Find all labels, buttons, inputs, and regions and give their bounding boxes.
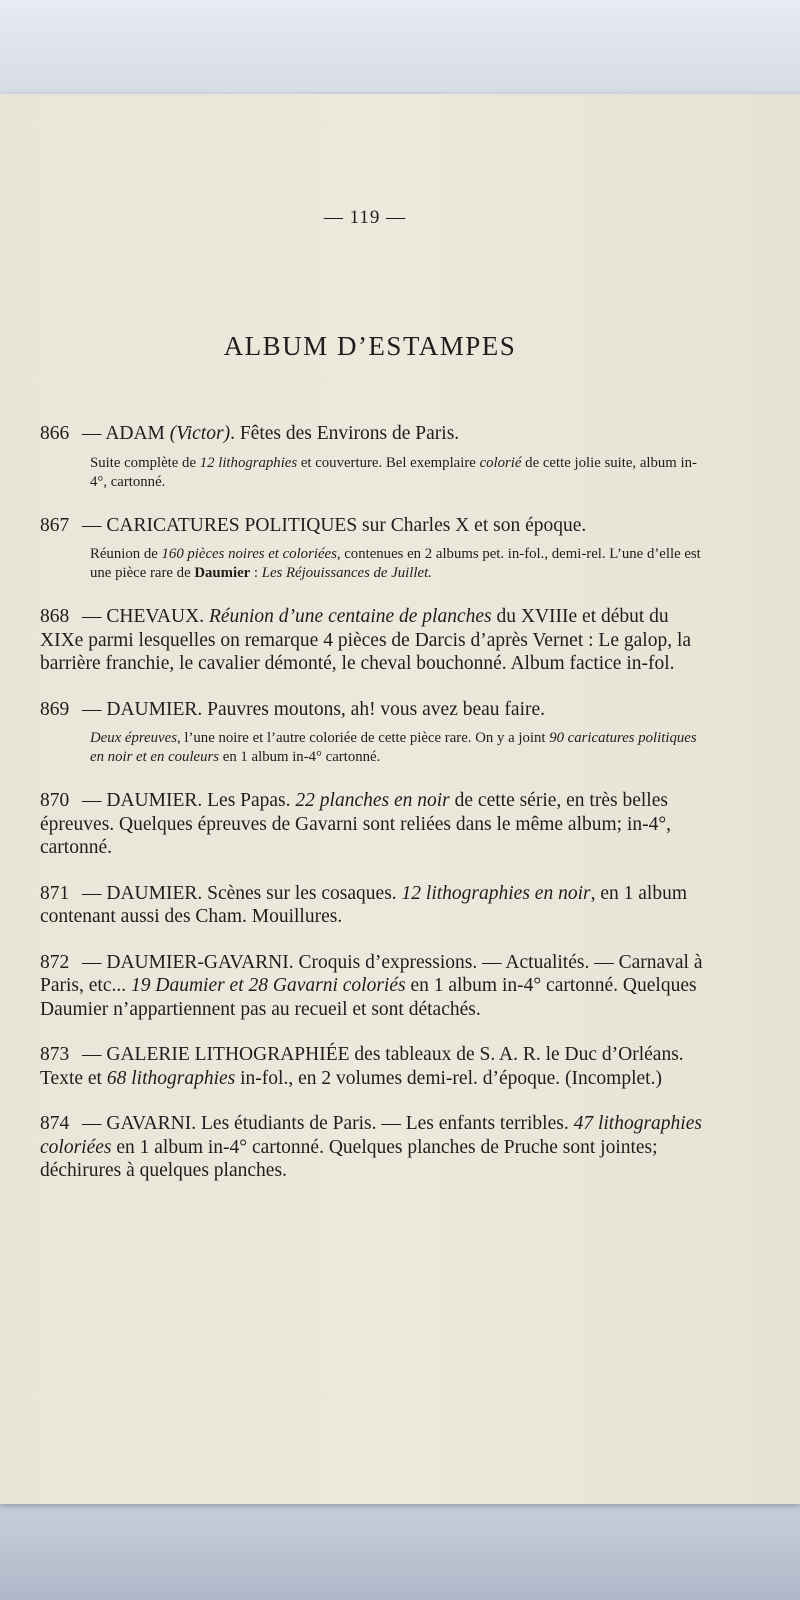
lot-entry xyxy=(40,698,710,768)
lots-8-head-run: 47 lithographies coloriées xyxy=(40,1113,702,1158)
lot-heading xyxy=(40,605,710,676)
lots-2-head-run: CHEVAUX. xyxy=(106,606,209,627)
lot-heading xyxy=(40,1112,710,1183)
lots-2-head-run: Réunion d’une centaine de planches xyxy=(208,606,492,627)
lot-entry xyxy=(40,789,710,860)
lots-0-head-run: ADAM xyxy=(105,423,170,444)
lots-0-desc-run: colorié xyxy=(479,454,522,471)
lots-0-desc-run: 12 lithographies xyxy=(199,454,298,471)
page-number: — 119 — xyxy=(323,207,407,228)
lot-dash: — xyxy=(82,790,107,811)
lots-2-head-run: du XVIIIe et début du XIXe parmi lesquelles on remarque 4 pièces de Darcis d’après Vernet : Le galop, la barrière franchie, le cavalier démonté, le cheval bouchonné. Album factice in-fol. xyxy=(40,606,692,674)
lots-7-head-run: in-fol., en 2 volumes demi-rel. d’époque. (Incomplet.) xyxy=(235,1067,662,1089)
lots-5-head-run: DAUMIER. Scènes sur les cosaques. xyxy=(106,882,402,904)
lot-entry xyxy=(40,422,710,492)
lots-4-head-run: DAUMIER. Les Papas. xyxy=(106,790,296,811)
background-bottom xyxy=(0,1500,800,1600)
lots-3-head-run: DAUMIER. Pauvres moutons, ah! vous avez beau faire. xyxy=(106,698,546,720)
lot-entry xyxy=(40,605,710,676)
lot-dash: — xyxy=(82,1113,107,1134)
page-title: ALBUM D’ESTAMPES xyxy=(223,331,517,361)
lot-description xyxy=(40,454,710,492)
lot-heading xyxy=(40,882,710,929)
lots-8-head-run: GAVARNI. Les étudiants de Paris. — Les enfants terribles. xyxy=(106,1113,574,1134)
lots-1-desc-run: Réunion de xyxy=(90,546,162,562)
lot-number: 869 xyxy=(40,698,70,720)
lots-1-desc-run: 160 pièces noires et coloriées xyxy=(161,546,337,562)
lot-entry xyxy=(40,951,710,1022)
lot-number: 871 xyxy=(40,882,70,904)
lot-number: 872 xyxy=(40,951,70,973)
lot-entry xyxy=(40,882,710,929)
lots-3-desc-run: , l’une noire et l’autre coloriée de cette pièce rare. On y a joint xyxy=(176,730,550,746)
lots-7-head-run: 68 lithographies xyxy=(106,1067,236,1089)
lots-5-head-run: , en 1 album contenant aussi des Cham. Mouillures. xyxy=(40,882,687,927)
lots-1-head-run: CARICATURES POLITIQUES sur Charles X et son époque. xyxy=(106,514,587,536)
lot-dash: — xyxy=(82,423,106,444)
lot-entry xyxy=(40,1043,710,1090)
lots-0-head-run: . Fêtes des Environs de Paris. xyxy=(230,423,460,444)
lots-6-head-run: 19 Daumier et 28 Gavarni coloriés xyxy=(130,975,406,996)
lot-number: 874 xyxy=(40,1113,70,1134)
lot-number: 868 xyxy=(40,606,70,627)
lots-0-desc-run: Suite complète de xyxy=(90,454,200,471)
lot-dash: — xyxy=(82,514,107,536)
lots-0-head-run: (Victor) xyxy=(169,423,231,444)
lot-number: 866 xyxy=(40,423,70,444)
lot-heading xyxy=(40,1043,710,1090)
lots-5-head-run: 12 lithographies en noir xyxy=(401,882,591,904)
lots-6-head-run: DAUMIER-GAVARNI. Croquis d’expressions. — Actualités. — Carnaval à Paris, etc... xyxy=(40,951,703,996)
lot-dash: — xyxy=(82,951,107,973)
lots-0-desc-run: et couverture. Bel exemplaire xyxy=(297,454,480,471)
lot-entry xyxy=(40,1112,710,1183)
lot-description xyxy=(40,729,710,767)
lots-1-desc-run: : xyxy=(250,565,262,581)
lot-number: 870 xyxy=(40,790,70,811)
lot-dash: — xyxy=(82,606,107,627)
lot-dash: — xyxy=(82,1044,107,1065)
lots-3-desc-run: en 1 album in-4° cartonné. xyxy=(219,749,381,765)
lots-0-desc-run: de cette jolie suite, album in-4°, cartonné. xyxy=(90,454,697,490)
lot-heading xyxy=(40,951,710,1022)
lot-list xyxy=(40,422,710,1205)
lot-entry xyxy=(40,514,710,584)
lots-4-head-run: de cette série, en très belles épreuves. Quelques épreuves de Gavarni sont reliées dans le même album; in-4°, cartonné. xyxy=(40,790,672,858)
lot-heading xyxy=(40,698,710,722)
lots-3-desc-run: 90 caricatures politiques en noir et en couleurs xyxy=(90,730,697,765)
lots-8-head-run: en 1 album in-4° cartonné. Quelques planches de Pruche sont jointes; déchirures à quelques planches. xyxy=(40,1136,658,1181)
lots-3-desc-run: Deux épreuves xyxy=(90,730,177,746)
catalogue-page xyxy=(0,94,800,1504)
lot-heading xyxy=(40,789,710,860)
lot-number: 867 xyxy=(40,514,70,536)
lot-heading xyxy=(40,422,710,446)
lots-4-head-run: 22 planches en noir xyxy=(295,790,450,811)
lots-6-head-run: en 1 album in-4° cartonné. Quelques Daumier n’appartiennent pas au recueil et sont détachés. xyxy=(40,975,697,1020)
lots-7-head-run: GALERIE LITHOGRAPHIÉE des tableaux de S. A. R. le Duc d’Orléans. Texte et xyxy=(40,1044,684,1089)
lots-1-desc-run: Les Réjouissances de Juillet. xyxy=(261,565,432,581)
lot-heading xyxy=(40,514,710,538)
lots-1-desc-run: , contenues en 2 albums pet. in-fol., demi-rel. L’une d’elle est une pièce rare de xyxy=(90,546,701,581)
lot-dash: — xyxy=(82,882,107,904)
lots-1-desc-run: Daumier xyxy=(194,565,251,581)
background-top xyxy=(0,0,800,100)
lot-description xyxy=(40,545,710,583)
lot-number: 873 xyxy=(40,1044,70,1065)
lot-dash: — xyxy=(82,698,107,720)
